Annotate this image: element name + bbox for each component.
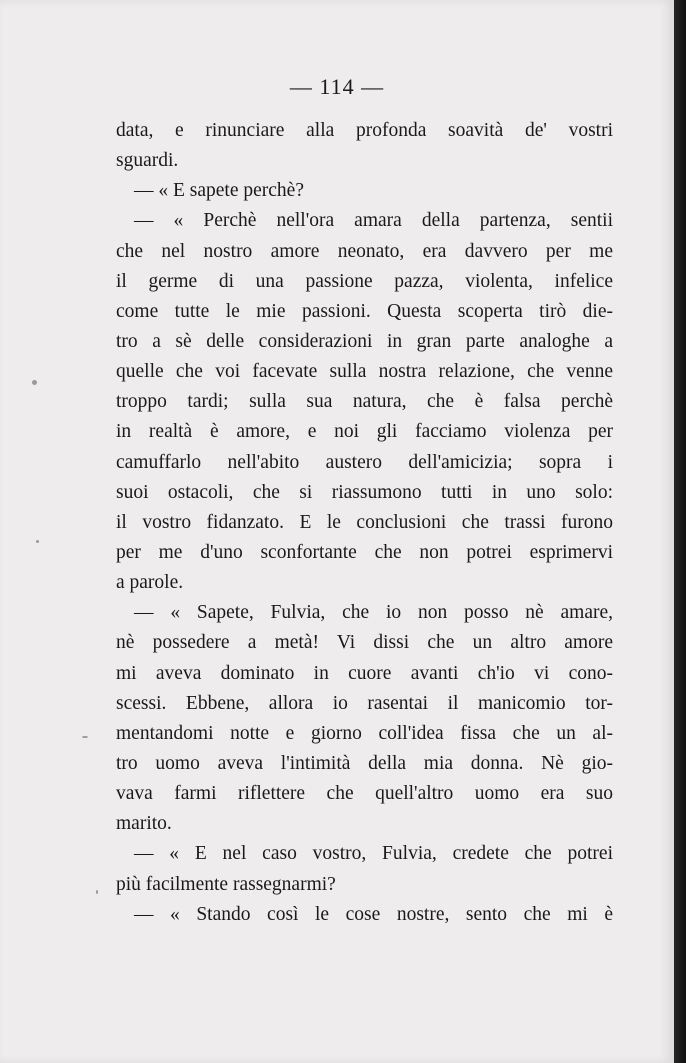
text-line: sguardi. [116,150,179,172]
text-line: in realtà è amore, e noi gli facciamo violenza per [116,421,613,443]
text-line: che nel nostro amore neonato, era davvero per me [116,240,613,262]
text-line: marito. [116,813,172,835]
speck [96,890,98,894]
text-line: nè possedere a metà! Vi dissi che un altro amore [116,632,613,654]
page-number: — 114 — [289,74,385,99]
text-line: a parole. [116,572,184,594]
text-line: troppo tardi; sulla sua natura, che è falsa perchè [116,391,613,413]
text-line: per me d'uno sconfortante che non potrei esprimervi [116,541,613,563]
text-line: mentandomi notte e giorno coll'idea fissa che un al- [116,722,613,744]
text-line: data, e rinunciare alla profonda soavità de' vostri [116,120,613,141]
speck [32,380,37,385]
text-line: il germe di una passione pazza, violenta, infelice [116,270,613,292]
text-line: camuffarlo nell'abito austero dell'amicizia; sopra i [116,451,613,473]
speck [36,540,39,543]
text-line: tro uomo aveva l'intimità della mia donna. Nè gio- [116,752,613,774]
text-line: tro a sè delle considerazioni in gran parte analoghe a [116,330,613,352]
text-line: il vostro fidanzato. E le conclusioni che trassi furono [116,511,613,533]
page-text [116,116,613,930]
text-line: — « Sapete, Fulvia, che io non posso nè amare, [134,602,613,624]
text-line: quelle che voi facevate sulla nostra relazione, che venne [116,361,613,383]
text-line: — « Stando così le cose nostre, sento che mi è [134,903,613,925]
speck [82,736,88,738]
text-line: più facilmente rassegnarmi? [116,873,336,895]
text-line: mi aveva dominato in cuore avanti ch'io vi cono- [116,662,613,684]
text-line: — « E sapete perchè? [134,180,304,202]
text-line: — « E nel caso vostro, Fulvia, credete che potrei [134,843,613,865]
text-line: come tutte le mie passioni. Questa scoperta tirò die- [116,300,613,322]
text-line: suoi ostacoli, che si riassumono tutti in uno solo: [116,481,613,503]
text-line: vava farmi riflettere che quell'altro uomo era suo [116,783,613,805]
text-line: scessi. Ebbene, allora io rasentai il manicomio tor- [116,692,613,714]
page-edge [674,0,686,1063]
text-line: — « Perchè nell'ora amara della partenza, sentii [134,210,613,232]
